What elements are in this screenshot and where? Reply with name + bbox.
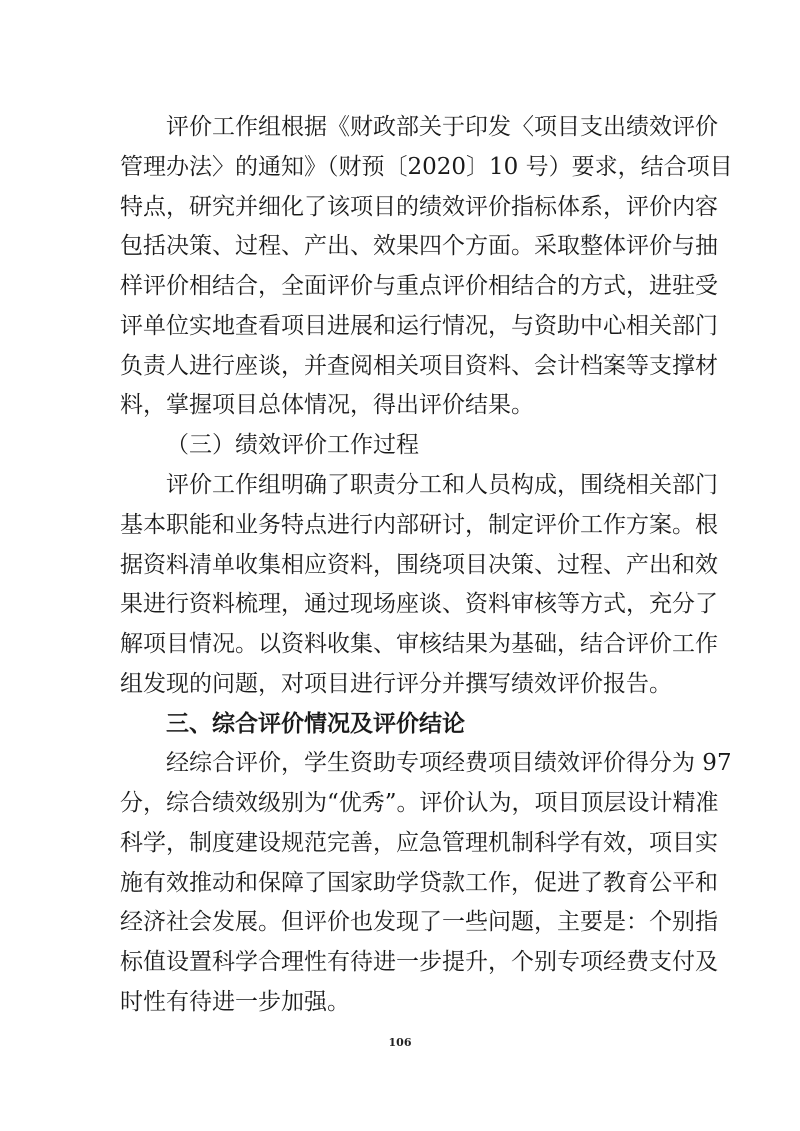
subheading: （三）绩效评价工作过程 <box>166 432 419 459</box>
paragraph-3-line: 经综合评价，学生资助专项经费项目绩效评价得分为 97 <box>166 750 732 777</box>
page-number: 106 <box>388 1036 412 1049</box>
paragraph-3-line: 时性有待进一步加强。 <box>120 989 350 1015</box>
paragraph-1-line: 样评价相结合，全面评价与重点评价相结合的方式，进驻受 <box>120 273 718 300</box>
paragraph-1-line: 料，掌握项目总体情况，得出评价结果。 <box>120 392 534 419</box>
paragraph-1-line: 管理办法〉的通知》（财预〔2020〕10 号）要求，结合项目 <box>120 153 733 180</box>
paragraph-1-line: 评单位实地查看项目进展和运行情况，与资助中心相关部门 <box>120 312 718 339</box>
paragraph-2-line: 果进行资料梳理，通过现场座谈、资料审核等方式，充分了 <box>120 591 718 618</box>
paragraph-2-line: 据资料清单收集相应资料，围绕项目决策、过程、产出和效 <box>120 551 718 578</box>
paragraph-2-line: 评价工作组明确了职责分工和人员构成，围绕相关部门 <box>166 471 718 498</box>
paragraph-1-line: 负责人进行座谈，并查阅相关项目资料、会计档案等支撑材 <box>120 352 718 379</box>
paragraph-1-line: 包括决策、过程、产出、效果四个方面。采取整体评价与抽 <box>120 233 718 260</box>
paragraph-1-line: 特点，研究并细化了该项目的绩效评价指标体系，评价内容 <box>120 193 718 220</box>
paragraph-3-line: 施有效推动和保障了国家助学贷款工作，促进了教育公平和 <box>120 869 718 896</box>
paragraph-3-line: 经济社会发展。但评价也发现了一些问题，主要是：个别指 <box>120 909 718 936</box>
paragraph-3-line: 科学，制度建设规范完善，应急管理机制科学有效，项目实 <box>120 829 718 856</box>
paragraph-2-line: 解项目情况。以资料收集、审核结果为基础，结合评价工作 <box>120 631 718 658</box>
paragraph-2-line: 基本职能和业务特点进行内部研讨，制定评价工作方案。根 <box>120 511 718 538</box>
paragraph-3-line: 标值设置科学合理性有待进一步提升，个别专项经费支付及 <box>120 949 718 976</box>
paragraph-2-line: 组发现的问题，对项目进行评分并撰写绩效评价报告。 <box>120 670 672 697</box>
paragraph-3-line: 分，综合绩效级别为“优秀”。评价认为，项目顶层设计精准 <box>120 790 719 817</box>
section-heading: 三、综合评价情况及评价结论 <box>166 710 465 737</box>
paragraph-1-line: 评价工作组根据《财政部关于印发〈项目支出绩效评价 <box>166 114 718 140</box>
